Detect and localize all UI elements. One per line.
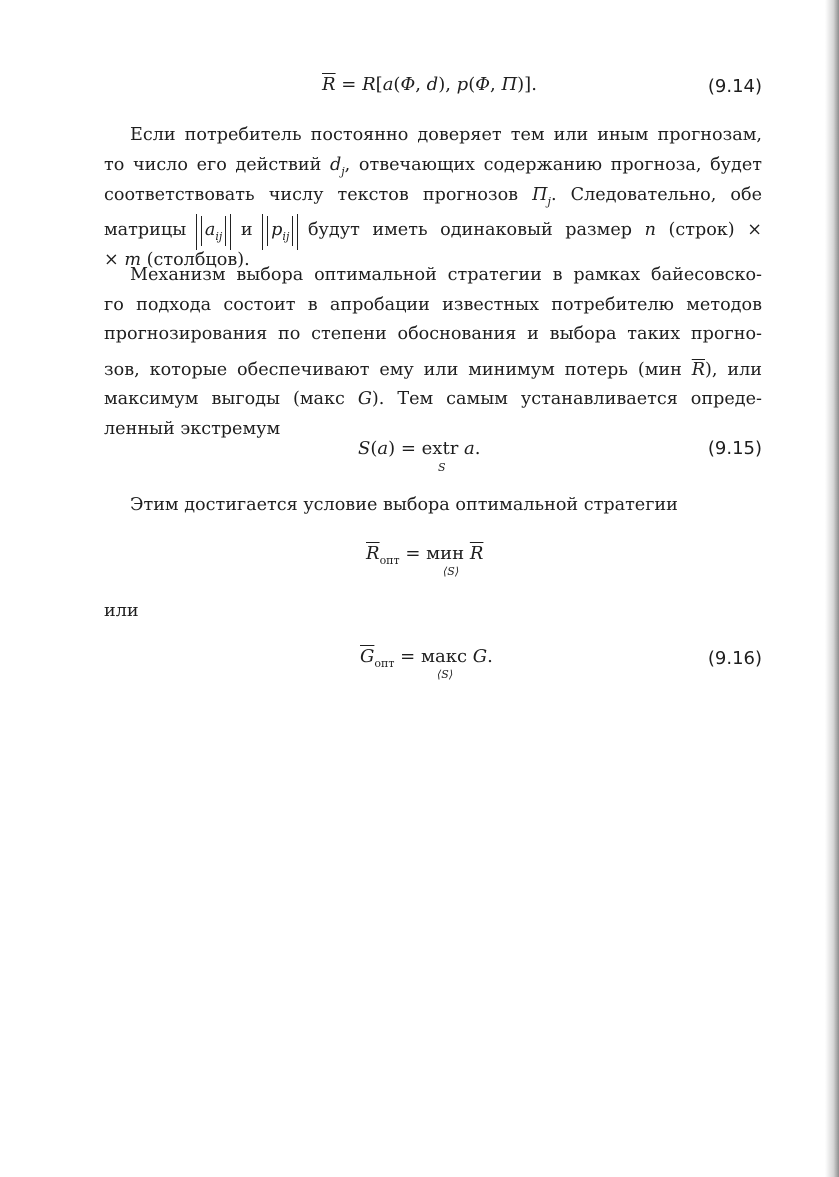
equation-9-16-subscript: ⟨S⟩ (437, 668, 454, 681)
paragraph-3-line: Этим достигается условие выбора оптимальной стратегии (130, 495, 678, 515)
paragraph-2 (104, 261, 762, 445)
equation-9-15: S(a) = extr a. (358, 438, 481, 459)
paragraph-2-line: максимум выгоды (макс G). Тем самым устанавливается опреде- (104, 389, 762, 410)
paragraph-2-line: Механизм выбора оптимальной стратегии в рамках байесовско- (130, 265, 762, 285)
equation-r-opt: $\overline{R}_{опт}$ = мин $\overline{R}$ (366, 543, 484, 567)
equation-9-15-subscript: S (438, 461, 446, 474)
equation-number-9-16: (9.16) (707, 648, 762, 669)
equation-number-9-15: (9.15) (707, 438, 762, 459)
equation-r-opt-subscript: ⟨S⟩ (443, 565, 460, 578)
paragraph-2-line: го подхода состоит в апробации известных потребителю методов (104, 294, 762, 315)
paragraph-2-line: ленный экстремум (104, 418, 281, 439)
paragraph-1-line: соответствовать числу текстов прогнозов $\Pi_j$. Следовательно, обе (104, 185, 762, 209)
connector-word: или (104, 601, 139, 621)
equation-9-14: $\overline{R} = R[a(\Phi$, d), p(Φ, Π)]. (322, 74, 537, 95)
equation-9-16: $\overline{G}_{опт}$ = макс G. (360, 646, 493, 670)
paragraph-2-line: прогнозирования по степени обоснования и выбора таких прогно- (104, 324, 762, 345)
paragraph-1-line: Если потребитель постоянно доверяет тем или иным прогнозам, (130, 125, 762, 145)
paragraph-3 (104, 491, 762, 521)
paragraph-1-line: матрицы $a_{ij}$ и $p_{ij}$ будут иметь одинаковый размер n (строк) × (104, 216, 762, 247)
paragraph-1 (104, 121, 762, 276)
page-edge-shadow (825, 0, 839, 1177)
paragraph-1-line: × m (столбцов). (104, 250, 250, 271)
equation-number-9-14: (9.14) (707, 76, 762, 97)
paragraph-2-line: зов, которые обеспечивают ему или минимум потерь (мин $\overline{R}$), или (104, 359, 762, 380)
paragraph-1-line: то число его действий $d_j$, отвечающих содержанию прогноза, будет (104, 154, 762, 178)
